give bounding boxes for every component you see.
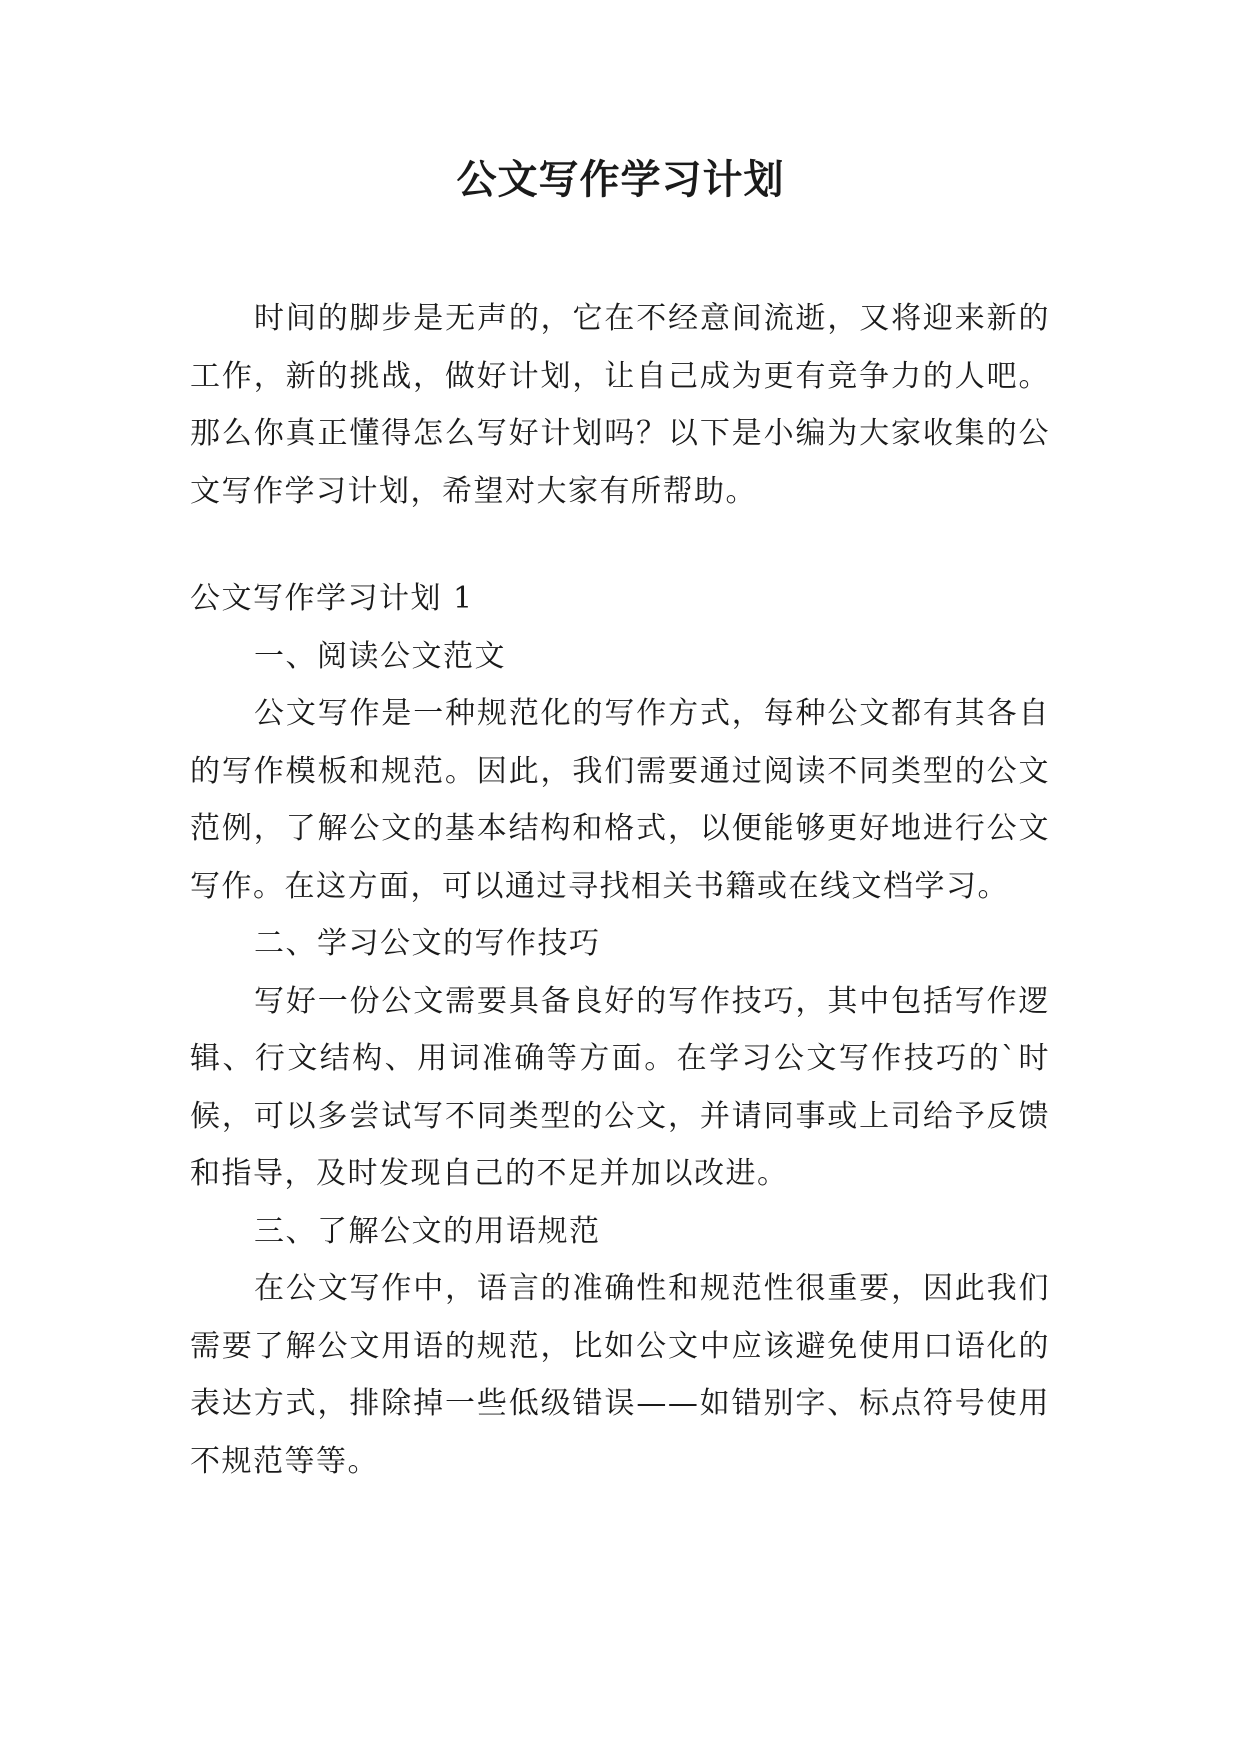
document-title: 公文写作学习计划: [456, 156, 785, 203]
document-body: [190, 290, 1050, 1490]
intro-paragraph: 时间的脚步是无声的，它在不经意间流逝，又将迎来新的工作，新的挑战，做好计划，让自己成为更有竞争力的人吧。那么你真正懂得怎么写好计划吗？以下是小编为大家收集的公文写作学习计划，希望对大家有所帮助。: [190, 301, 1050, 509]
heading-language-norms: 三、了解公文的用语规范: [254, 1213, 601, 1249]
heading-reading-samples: 一、阅读公文范文: [254, 638, 506, 674]
heading-writing-skills: 二、学习公文的写作技巧: [254, 926, 601, 961]
paragraph-reading-samples: 公文写作是一种规范化的写作方式，每种公文都有其各自的写作模板和规范。因此，我们需要通过阅读不同类型的公文范例，了解公文的基本结构和格式，以便能够更好地进行公文写作。在这方面，可以通过寻找相关书籍或在线文档学习。: [190, 696, 1050, 904]
paragraph-language-norms: 在公文写作中，语言的准确性和规范性很重要，因此我们需要了解公文用语的规范，比如公文中应该避免使用口语化的表达方式，排除掉一些低级错误——如错别字、标点符号使用不规范等等。: [190, 1271, 1050, 1479]
section-title: 公文写作学习计划 1: [190, 581, 474, 616]
paragraph-writing-skills: 写好一份公文需要具备良好的写作技巧，其中包括写作逻辑、行文结构、用词准确等方面。在学习公文写作技巧的`时候，可以多尝试写不同类型的公文，并请同事或上司给予反馈和指导，及时发现自己的不足并加以改进。: [190, 983, 1050, 1191]
